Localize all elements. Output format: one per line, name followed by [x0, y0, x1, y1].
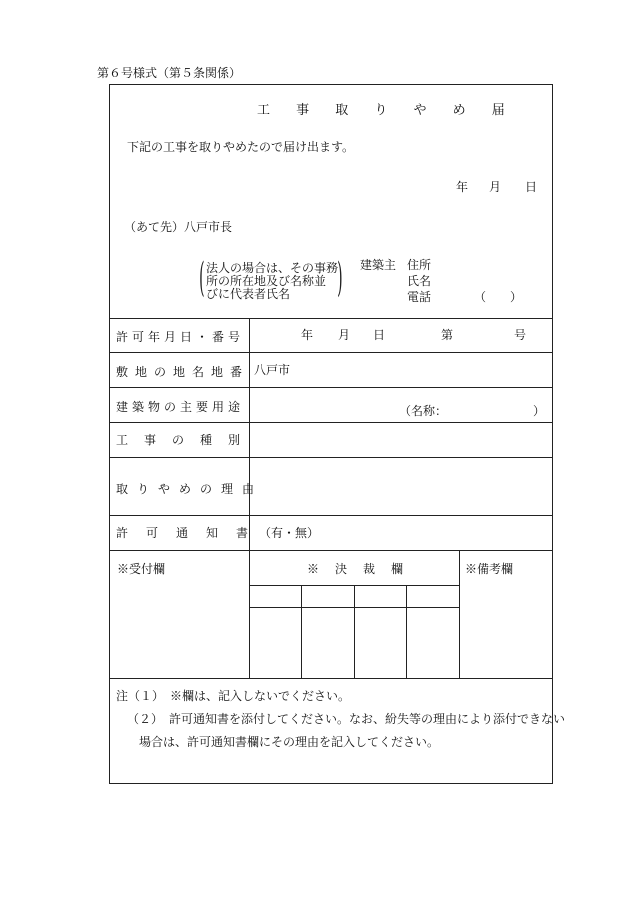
reason-label: 取りやめの理由: [116, 482, 264, 496]
usage-label: 建築物の主要用途: [116, 400, 245, 414]
row-divider: [109, 422, 553, 423]
notice-value: （有・無）: [259, 526, 320, 540]
date-month: 月: [489, 180, 502, 194]
form-number-caption: 第６号様式（第５条関係）: [97, 66, 242, 80]
applicant-note-line: 所の所在地及び名称並: [206, 274, 327, 288]
approval-col-divider: [406, 585, 407, 678]
usage-name-field: （名称：: [399, 404, 448, 418]
row-divider: [109, 515, 553, 516]
row-divider: [109, 387, 553, 388]
note-2: （２） 許可通知書を添付してください。なお、紛失等の理由により添付できない: [127, 712, 566, 726]
address-label: 住所: [407, 258, 432, 272]
permit-year: 年: [301, 328, 314, 342]
addressee: （あて先）八戸市長: [124, 220, 233, 234]
reception-label: ※受付欄: [117, 562, 166, 576]
phone-parens: （ ）: [474, 290, 523, 304]
label-column-divider: [249, 318, 250, 678]
row-divider: [109, 457, 553, 458]
approval-col-divider: [354, 585, 355, 678]
form-title: 工 事 取 り や め 届: [257, 103, 516, 118]
applicant-note: [206, 262, 338, 301]
date-day: 日: [525, 180, 538, 194]
note-1: 注（１） ※欄は、記入しないでください。: [116, 689, 351, 703]
applicant-note-line: 法人の場合は、その事務: [206, 261, 339, 275]
note-open-bracket: (: [199, 255, 205, 301]
permit-day: 日: [373, 328, 386, 342]
note-2-continued: 場合は、許可通知書欄にその理由を記入してください。: [139, 735, 440, 749]
remarks-divider: [459, 550, 460, 678]
approval-label: ※ 決 裁 欄: [307, 562, 406, 576]
permit-go: 号: [514, 328, 527, 342]
note-close-bracket: ): [337, 255, 343, 301]
row-divider: [109, 318, 553, 319]
applicant-note-line: びに代表者氏名: [206, 287, 291, 301]
row-divider: [109, 678, 553, 679]
phone-label: 電話: [407, 290, 432, 304]
permit-dai: 第: [441, 328, 454, 342]
name-label: 氏名: [407, 274, 432, 288]
permit-month: 月: [338, 328, 351, 342]
date-year: 年: [456, 180, 469, 194]
approval-col-divider: [301, 585, 302, 678]
remarks-label: ※備考欄: [465, 562, 514, 576]
row-divider: [109, 550, 553, 551]
usage-name-close: ）: [533, 404, 546, 418]
site-value: 八戸市: [254, 363, 291, 377]
site-label: 敷地の地名地番: [116, 365, 250, 379]
permit-date-label: 許可年月日・番号: [116, 330, 245, 344]
applicant-role: 建築主: [360, 258, 397, 272]
intro-text: 下記の工事を取りやめたので届け出ます。: [127, 140, 355, 154]
row-divider: [109, 352, 553, 353]
work-type-label: 工 事 の 種 別: [116, 433, 243, 447]
notice-label: 許 可 通 知 書: [116, 526, 252, 540]
